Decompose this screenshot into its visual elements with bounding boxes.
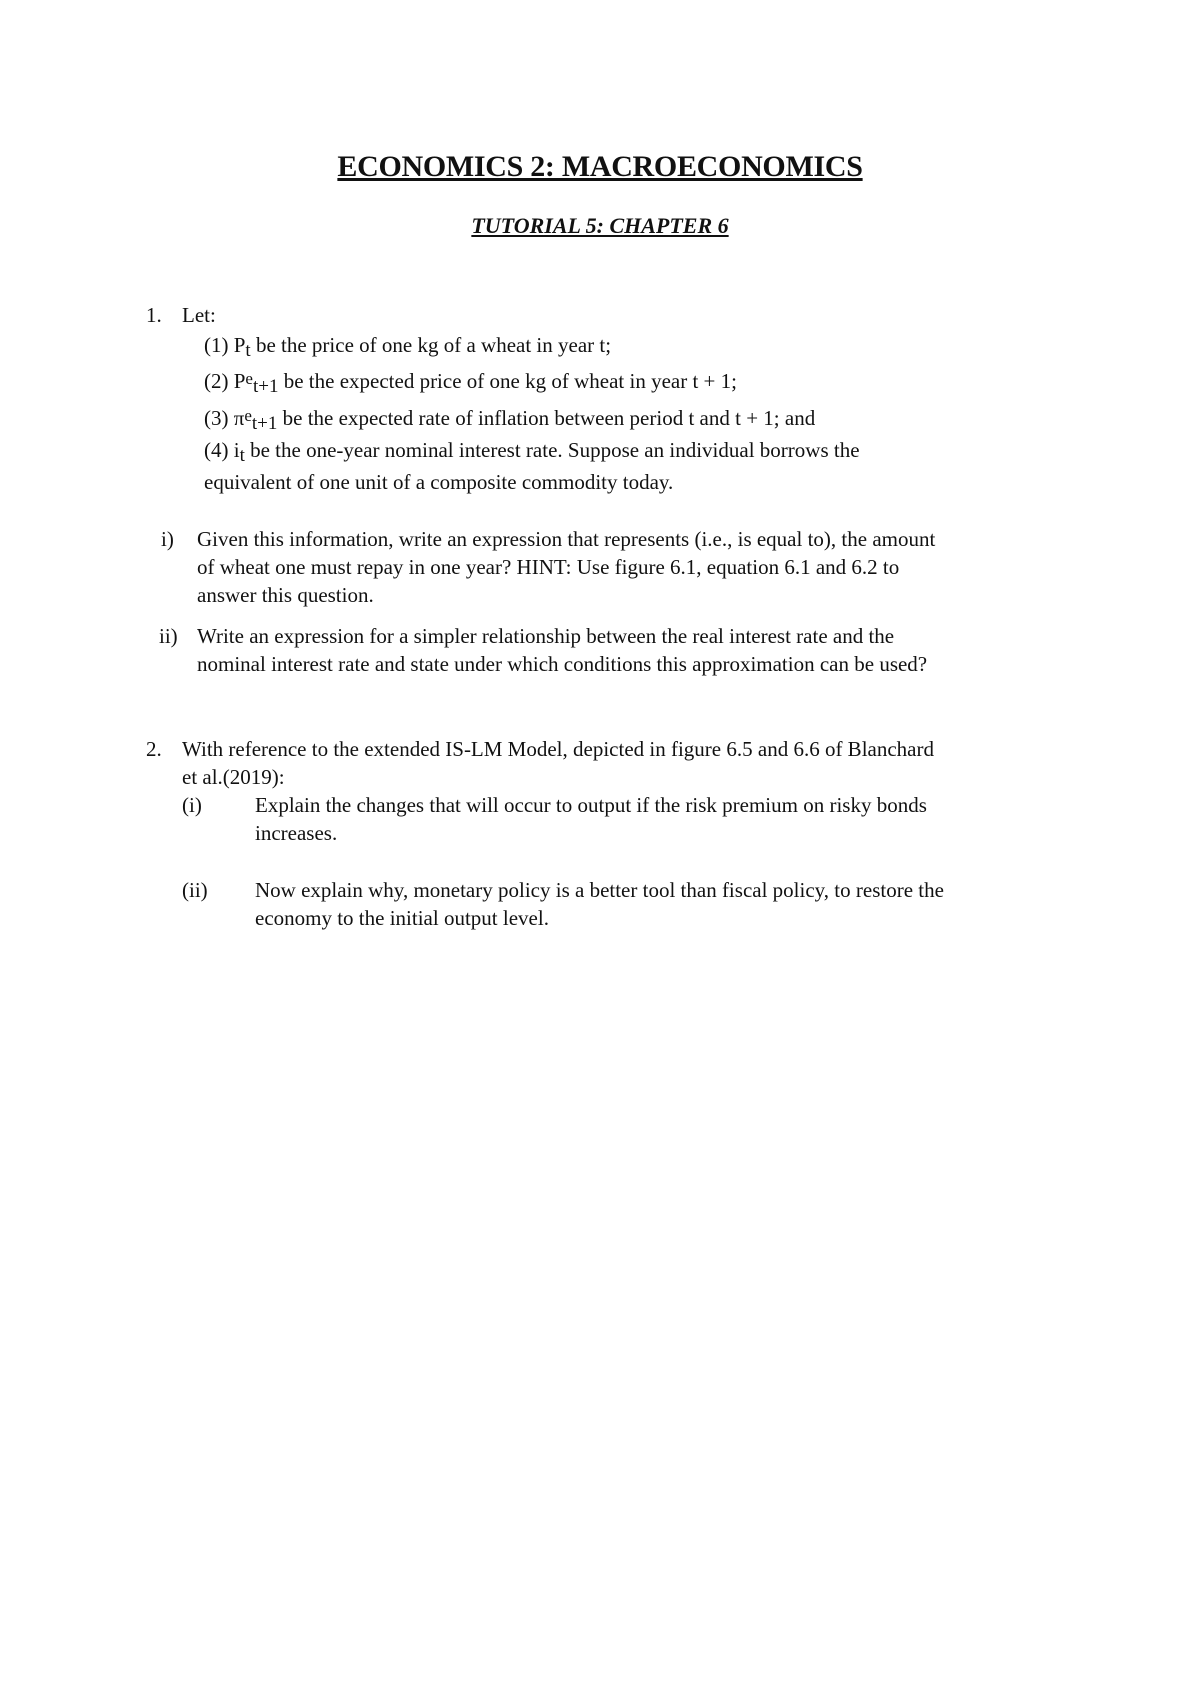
- question-1-intro: Let:: [182, 303, 216, 327]
- definition-item-4-prefix: (4) i: [204, 438, 240, 462]
- definition-item-3-superscript: e: [244, 406, 252, 425]
- question-2-part-ii-line-2: economy to the initial output level.: [255, 906, 549, 930]
- part-ii-line-1: Write an expression for a simpler relationship between the real interest rate and the: [197, 624, 895, 648]
- question-2-part-ii-label: (ii): [182, 878, 208, 902]
- definition-item-2-text: be the expected price of one kg of wheat in year t + 1;: [278, 369, 737, 393]
- question-2-part-ii-line-1: Now explain why, monetary policy is a better tool than fiscal policy, to restore the: [255, 878, 944, 902]
- definition-item-4: [204, 437, 860, 465]
- question-2-number: 2.: [146, 737, 162, 761]
- question-2-line-1: With reference to the extended IS-LM Model, depicted in figure 6.5 and 6.6 of Blanchard: [182, 737, 934, 761]
- definition-item-2-superscript: e: [245, 369, 253, 388]
- definition-item-3-subscript: t+1: [251, 413, 278, 434]
- part-i-line-3: answer this question.: [197, 583, 374, 607]
- definition-item-1-prefix: (1) P: [204, 333, 246, 357]
- definition-item-4-continued: equivalent of one unit of a composite commodity today.: [204, 470, 674, 494]
- definition-item-2: [204, 368, 737, 396]
- definition-item-3-text: be the expected rate of inflation between period t and t + 1; and: [277, 406, 816, 430]
- part-ii-label: ii): [159, 624, 178, 648]
- definition-item-1: [204, 332, 611, 360]
- question-2-part-i-line-2: increases.: [255, 821, 338, 845]
- definition-item-4-text: be the one-year nominal interest rate. Suppose an individual borrows the: [244, 438, 860, 462]
- part-ii-line-2: nominal interest rate and state under which conditions this approximation can be used?: [197, 652, 928, 676]
- question-1-number: 1.: [146, 303, 162, 327]
- part-i-line-1: Given this information, write an expression that represents (i.e., is equal to), the amount: [197, 527, 936, 551]
- question-2-part-i-label: (i): [182, 793, 202, 817]
- question-2-line-2: et al.(2019):: [182, 765, 285, 789]
- part-i-label: i): [161, 527, 174, 551]
- document-title: ECONOMICS 2: MACROECONOMICS: [337, 150, 863, 183]
- question-2-part-i-line-1: Explain the changes that will occur to output if the risk premium on risky bonds: [255, 793, 927, 817]
- definition-item-3: [204, 405, 815, 433]
- definition-item-1-subscript: t: [245, 340, 251, 361]
- definition-item-2-prefix: (2) P: [204, 369, 246, 393]
- definition-item-4-subscript: t: [239, 445, 245, 466]
- definition-item-3-prefix: (3) π: [204, 406, 245, 430]
- part-i-line-2: of wheat one must repay in one year? HINT: Use figure 6.1, equation 6.1 and 6.2 to: [197, 555, 900, 579]
- document-subtitle: TUTORIAL 5: CHAPTER 6: [471, 213, 729, 238]
- definition-item-1-text: be the price of one kg of a wheat in year t;: [250, 333, 612, 357]
- definition-item-2-subscript: t+1: [252, 376, 279, 397]
